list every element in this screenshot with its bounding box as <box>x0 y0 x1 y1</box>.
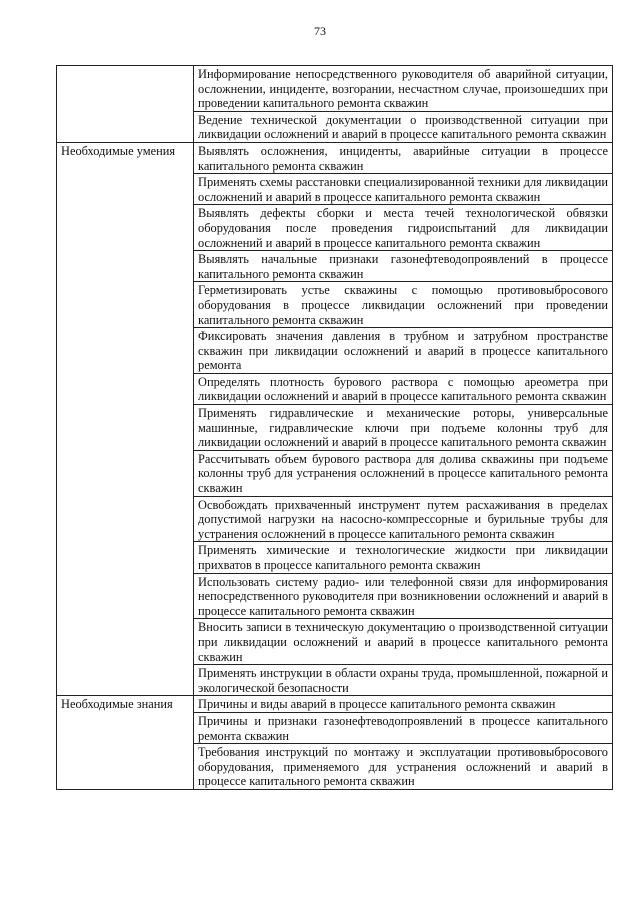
row-description: Выявлять дефекты сборки и места течей технологической обвязки оборудования после проведения гидроиспытаний для ликвидации осложнений и аварий в процессе капитального ремонта скважин <box>194 205 613 251</box>
row-description: Требования инструкций по монтажу и эксплуатации противовыбросового оборудования, применяемого для устранения осложнений и аварий в процессе капитального ремонта скважин <box>194 744 613 790</box>
table-row <box>57 142 613 173</box>
row-description: Освобождать прихваченный инструмент путем расхаживания в пределах допустимой нагрузки на насосно-компрессорные и бурильные трубы для устранения осложнений в процессе капитального ремонта скважин <box>194 496 613 542</box>
row-description: Фиксировать значения давления в трубном и затрубном пространстве скважин при ликвидации осложнений и аварий в процессе капитального ремонта <box>194 328 613 374</box>
row-label: Необходимые умения <box>57 142 194 695</box>
row-description: Применять инструкции в области охраны труда, промышленной, пожарной и экологической безопасности <box>194 665 613 696</box>
row-description: Вносить записи в техническую документацию о производственной ситуации при ликвидации осложнений и аварий в процессе капитального ремонта скважин <box>194 619 613 665</box>
row-description: Применять химические и технологические жидкости при ликвидации прихватов в процессе капитального ремонта скважин <box>194 542 613 573</box>
row-label <box>57 66 194 143</box>
row-description: Выявлять осложнения, инциденты, аварийные ситуации в процессе капитального ремонта скважин <box>194 142 613 173</box>
table-row <box>57 696 613 713</box>
page-number: 73 <box>314 24 326 38</box>
row-description: Причины и виды аварий в процессе капитального ремонта скважин <box>194 696 613 713</box>
row-description: Информирование непосредственного руководителя об аварийной ситуации, осложнении, инциденте, возгорании, несчастном случае, произошедших при проведении капитального ремонта скважин <box>194 66 613 112</box>
row-label: Необходимые знания <box>57 696 194 790</box>
row-description: Применять схемы расстановки специализированной техники для ликвидации осложнений и аварий в процессе капитального ремонта скважин <box>194 174 613 205</box>
row-description: Определять плотность бурового раствора с помощью ареометра при ликвидации осложнений и аварий в процессе капитального ремонта скважин <box>194 373 613 404</box>
row-description: Применять гидравлические и механические роторы, универсальные машинные, гидравлические ключи при подъеме колонны труб для ликвидации осложнений и аварий в процессе капитального ремонта скважин <box>194 405 613 451</box>
row-description: Ведение технической документации о производственной ситуации при ликвидации осложнений и аварий в процессе капитального ремонта скважин <box>194 111 613 142</box>
row-description: Использовать систему радио- или телефонной связи для информирования непосредственного руководителя при возникновении осложнений и аварий в процессе капитального ремонта скважин <box>194 573 613 619</box>
qualification-table-body <box>57 66 613 790</box>
table-row <box>57 66 613 112</box>
qualification-table <box>56 65 613 790</box>
row-description: Герметизировать устье скважины с помощью противовыбросового оборудования в процессе ликвидации осложнений при проведении капитального ремонта скважин <box>194 282 613 328</box>
row-description: Причины и признаки газонефтеводопроявлений в процессе капитального ремонта скважин <box>194 712 613 743</box>
row-description: Выявлять начальные признаки газонефтеводопроявлений в процессе капитального ремонта скважин <box>194 251 613 282</box>
row-description: Рассчитывать объем бурового раствора для долива скважины при подъеме колонны труб для устранения осложнений в процессе капитального ремонта скважин <box>194 450 613 496</box>
